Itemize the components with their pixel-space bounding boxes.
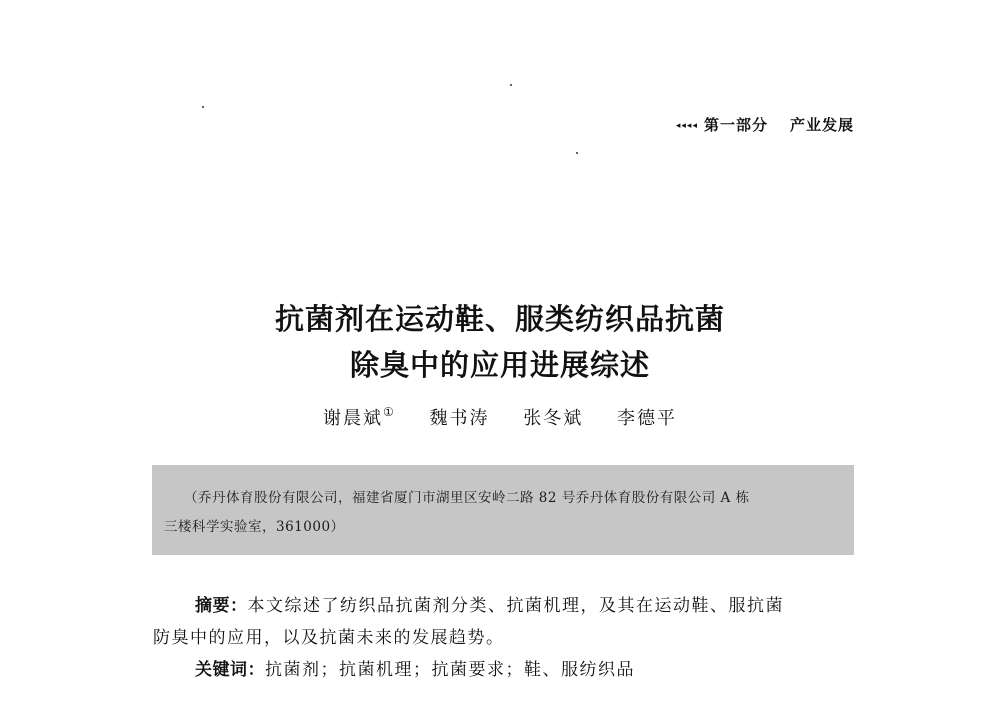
author-name: 张冬斌 bbox=[523, 408, 584, 429]
affiliation-line-2: 三楼科学实验室，361000） bbox=[164, 519, 345, 535]
scan-speck bbox=[576, 152, 578, 154]
abstract-line-2: 防臭中的应用，以及抗菌未来的发展趋势。 bbox=[153, 628, 505, 648]
paper-title-line-1: 抗菌剂在运动鞋、服类纺织品抗菌 bbox=[274, 302, 725, 336]
paper-title bbox=[150, 296, 850, 388]
keywords-label: 关键词： bbox=[195, 660, 265, 680]
affiliation-line-1: （乔丹体育股份有限公司，福建省厦门市湖里区安岭二路 82 号乔丹体育股份有限公司 A 栋 bbox=[184, 490, 750, 506]
author bbox=[523, 408, 583, 429]
abstract-text: 本文综述了纺织品抗菌剂分类、抗菌机理，及其在运动鞋、服抗菌 bbox=[247, 596, 784, 616]
author-name: 魏书涛 bbox=[429, 408, 490, 429]
author-list bbox=[150, 404, 850, 430]
scan-speck bbox=[510, 84, 512, 86]
paper-title-line-2: 除臭中的应用进展综述 bbox=[349, 348, 650, 382]
author bbox=[617, 408, 677, 429]
running-head bbox=[676, 114, 854, 135]
affiliation-box bbox=[152, 465, 854, 555]
author bbox=[323, 405, 396, 429]
abstract-label: 摘要： bbox=[195, 596, 248, 616]
running-head-arrows-icon: ◂◂◂◂ bbox=[675, 121, 698, 131]
author-name: 谢晨斌 bbox=[323, 408, 384, 429]
author bbox=[430, 408, 490, 429]
keywords-line bbox=[153, 654, 853, 686]
keywords-text: 抗菌剂；抗菌机理；抗菌要求；鞋、服纺织品 bbox=[265, 660, 635, 680]
running-head-part: 第一部分 bbox=[703, 116, 768, 134]
running-head-section: 产业发展 bbox=[789, 116, 854, 134]
author-footnote-mark: ① bbox=[383, 405, 396, 419]
abstract-line-1 bbox=[153, 590, 853, 622]
author-name: 李德平 bbox=[616, 408, 677, 429]
scan-speck bbox=[202, 106, 204, 108]
abstract-section bbox=[153, 590, 853, 686]
